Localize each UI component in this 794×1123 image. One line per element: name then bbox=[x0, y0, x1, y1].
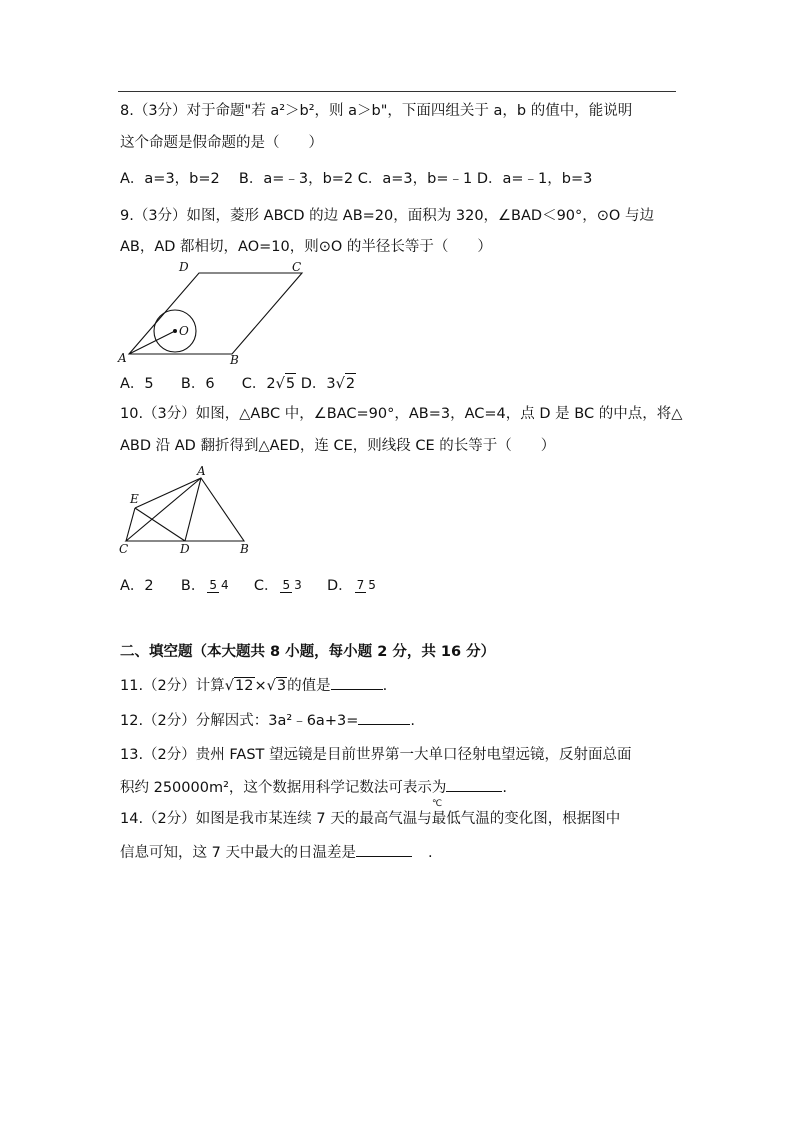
sqrt-symbol: √2 bbox=[336, 373, 356, 394]
triangle-abc bbox=[126, 478, 244, 541]
q13-line2-prefix: 积约 250000m²，这个数据用科学记数法可表示为 bbox=[120, 780, 447, 796]
label-o: O bbox=[179, 324, 189, 338]
fraction bbox=[355, 579, 378, 593]
segment-ad bbox=[185, 478, 201, 541]
times-sign: × bbox=[254, 678, 267, 694]
q9-option-c-prefix: C．2 bbox=[241, 376, 276, 392]
label-d: D bbox=[180, 542, 190, 556]
q9-option-d-prefix: D．3 bbox=[300, 376, 336, 392]
q10-stem-line2: ABD 沿 AD 翻折得到△AED，连 CE，则线段 CE 的长等于（ ） bbox=[120, 438, 556, 454]
q9-option-c bbox=[242, 373, 296, 394]
q10-option-d bbox=[327, 572, 380, 600]
q14-end: . bbox=[427, 845, 433, 861]
answer-blank[interactable] bbox=[358, 710, 410, 725]
q11-stem bbox=[120, 675, 387, 696]
q8-options: A．a=3，b=2 B．a=﹣3，b=2 C．a=3，b=﹣1 D．a=﹣1，b=3 bbox=[120, 171, 593, 187]
fraction-denominator: 5 bbox=[368, 578, 376, 592]
degree-celsius-mark: ℃ bbox=[432, 799, 443, 809]
q14-stem-line1: 14.（2分）如图是我市某连续 7 天的最高气温与最低气温的变化图，根据图中 bbox=[120, 811, 621, 827]
q14-line2-prefix: 信息可知，这 7 天中最大的日温差是 bbox=[120, 845, 356, 861]
label-b: B bbox=[240, 542, 249, 556]
q13-end: . bbox=[502, 780, 508, 796]
fraction bbox=[280, 579, 303, 593]
segment-ea bbox=[135, 478, 201, 508]
sqrt-symbol: √5 bbox=[276, 373, 296, 394]
q11-suffix: 的值是 bbox=[287, 678, 331, 694]
fraction-denominator: 3 bbox=[294, 578, 302, 592]
q9-stem-line1: 9.（3分）如图，菱形 ABCD 的边 AB=20，面积为 320，∠BAD＜90°，⊙O 与边 bbox=[120, 208, 654, 224]
q9-option-d-radicand: 2 bbox=[345, 373, 356, 394]
fraction-numerator: 5 bbox=[282, 578, 291, 592]
answer-blank[interactable] bbox=[446, 777, 502, 792]
q9-option-d bbox=[301, 373, 356, 394]
label-c: C bbox=[292, 260, 302, 274]
triangle-figure bbox=[114, 462, 260, 558]
sqrt-symbol: √3 bbox=[266, 678, 287, 694]
q13-stem-line1: 13.（2分）贵州 FAST 望远镜是目前世界第一大单口径射电望远镜，反射面总面 bbox=[120, 747, 632, 763]
q10-option-c bbox=[254, 572, 306, 600]
fraction-numerator: 5 bbox=[209, 578, 217, 592]
q11-end: . bbox=[382, 678, 388, 694]
q10-option-b-label: B． bbox=[180, 578, 206, 594]
q10-option-d-label: D． bbox=[326, 578, 353, 594]
header-rule bbox=[118, 91, 676, 92]
q8-stem-line2: 这个命题是假命题的是（ ） bbox=[120, 135, 323, 151]
q10-option-a: A．2 bbox=[120, 578, 154, 594]
fraction bbox=[207, 579, 230, 593]
section-heading: 二、填空题（本大题共 8 小题，每小题 2 分，共 16 分） bbox=[120, 644, 496, 660]
q8-stem-line1: 8.（3分）对于命题"若 a²＞b²，则 a＞b"，下面四组关于 a，b 的值中，能说明 bbox=[120, 103, 633, 119]
fraction-numerator: 7 bbox=[356, 578, 365, 592]
rhombus-abcd bbox=[129, 273, 302, 354]
q12-stem bbox=[120, 710, 415, 731]
q11-prefix: 11.（2分）计算 bbox=[120, 678, 225, 694]
q10-option-c-label: C． bbox=[253, 578, 279, 594]
q13-stem-line2 bbox=[120, 777, 507, 798]
label-d: D bbox=[179, 260, 189, 274]
label-b: B bbox=[230, 353, 239, 367]
q11-radicand-1: 12 bbox=[235, 678, 254, 694]
label-a: A bbox=[118, 351, 127, 365]
q9-option-c-radicand: 5 bbox=[285, 373, 296, 394]
q12-end: . bbox=[410, 713, 415, 729]
label-c: C bbox=[119, 542, 129, 556]
q9-option-a: A．5 bbox=[120, 376, 154, 392]
q11-radicand-2: 3 bbox=[276, 678, 287, 694]
center-point-o bbox=[173, 329, 177, 333]
answer-blank[interactable] bbox=[331, 675, 383, 690]
q9-options bbox=[120, 373, 356, 394]
fraction-denominator: 4 bbox=[220, 578, 229, 592]
label-a: A bbox=[197, 464, 206, 478]
sqrt-symbol: √12 bbox=[224, 678, 254, 694]
q12-prefix: 12.（2分）分解因式：3a²﹣6a+3= bbox=[120, 713, 359, 729]
q9-stem-line2: AB，AD 都相切，AO=10，则⊙O 的半径长等于（ ） bbox=[120, 239, 492, 255]
q10-stem-line1: 10.（3分）如图，△ABC 中，∠BAC=90°，AB=3，AC=4，点 D 是 BC 的中点，将△ bbox=[120, 406, 683, 422]
q10-options bbox=[120, 572, 380, 600]
q10-option-b bbox=[181, 572, 233, 600]
segment-ce bbox=[126, 508, 135, 541]
q14-stem-line2 bbox=[120, 842, 433, 863]
answer-blank[interactable] bbox=[356, 842, 412, 857]
rhombus-figure bbox=[112, 258, 322, 368]
q9-option-b: B．6 bbox=[180, 376, 215, 392]
label-e: E bbox=[130, 492, 139, 506]
